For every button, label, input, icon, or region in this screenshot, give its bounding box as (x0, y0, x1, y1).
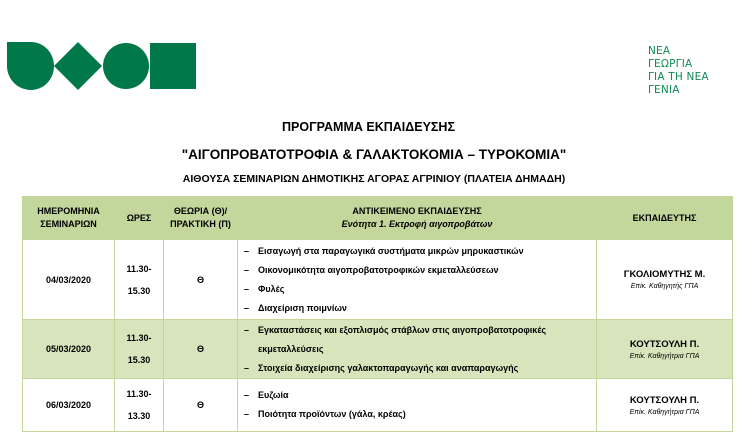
topic-text: Διαχείριση ποιμνίων (258, 302, 347, 313)
header-date-line1: ΗΜΕΡΟΜΗΝΙΑ (37, 206, 100, 216)
topic-item (244, 242, 596, 261)
topics-cell (238, 320, 597, 379)
instructor-cell (597, 320, 733, 379)
instructor-cell (597, 240, 733, 320)
topic-text: Φυλές (258, 283, 285, 294)
date-cell: 05/03/2020 (23, 320, 115, 379)
diamond-shape (54, 42, 102, 90)
dash-bullet-icon: – (244, 264, 250, 275)
schedule-table (22, 196, 733, 432)
type-cell: Θ (164, 379, 238, 432)
instructor-title: Επίκ. Καθηγήτρια ΓΠΑ (629, 408, 700, 416)
instructor-name: ΚΟΥΤΣΟΥΛΗ Π. (629, 338, 700, 350)
header-hours: ΩΡΕΣ (115, 197, 164, 240)
type-cell: Θ (164, 320, 238, 379)
half-circle-shape (7, 42, 54, 90)
topic-text: Ευζωία (258, 390, 289, 400)
topic-text: Στοιχεία διαχείρισης γαλακτοπαραγωγής και αναπαραγωγής (258, 362, 519, 373)
instructor-cell (597, 379, 733, 432)
brand-line: ΓΕΝΙΑ (648, 84, 680, 96)
header-type-line1: ΘΕΩΡΙΑ (Θ)/ (173, 206, 228, 216)
brand-line: ΓΙΑ ΤΗ ΝΕΑ (648, 71, 709, 83)
header-type (164, 197, 238, 240)
date-cell: 04/03/2020 (23, 240, 115, 320)
document-title: ΠΡΟΓΡΑΜΜΑ ΕΚΠΑΙΔΕΥΣΗΣ (282, 120, 455, 134)
dash-bullet-icon: – (244, 302, 250, 313)
table-header-row (23, 197, 733, 240)
header-date-line2: ΣΕΜΙΝΑΡΙΩΝ (40, 219, 97, 229)
dash-bullet-icon: – (244, 283, 250, 294)
dash-bullet-icon: – (244, 409, 250, 419)
topic-item (244, 359, 596, 378)
header-subject-unit: Ενότητα 1. Εκτροφή αιγοπροβάτων (341, 219, 493, 229)
time-end: 15.30 (127, 285, 151, 296)
date-cell: 06/03/2020 (23, 379, 115, 432)
square-shape (150, 43, 196, 89)
topic-item (244, 261, 596, 280)
time-start: 11.30- (126, 263, 152, 274)
type-cell: Θ (164, 240, 238, 320)
topics-cell (238, 240, 597, 320)
time-cell (115, 379, 164, 432)
header-subject-title: ΑΝΤΙΚΕΙΜΕΝΟ ΕΚΠΑΙΔΕΥΣΗΣ (352, 206, 482, 216)
course-title: "ΑΙΓΟΠΡΟΒΑΤΟΤΡΟΦΙΑ & ΓΑΛΑΚΤΟΚΟΜΙΑ – ΤΥΡΟΚΟΜΙΑ" (181, 147, 567, 162)
topic-item (244, 280, 596, 299)
table-row (23, 379, 733, 432)
circle-shape (103, 43, 149, 89)
dash-bullet-icon: – (244, 245, 250, 256)
topic-item (244, 405, 596, 424)
instructor-name: ΓΚΟΛΙΟΜΥΤΗΣ Μ. (623, 269, 706, 280)
dash-bullet-icon: – (244, 324, 250, 335)
time-cell (115, 240, 164, 320)
header-date (23, 197, 115, 240)
header-type-line2: ΠΡΑΚΤΙΚΗ (Π) (170, 219, 231, 229)
instructor-name: ΚΟΥΤΣΟΥΛΗ Π. (629, 394, 700, 406)
header-subject (238, 197, 597, 240)
table-row (23, 240, 733, 320)
brand-line: ΝΕΑ (648, 45, 671, 57)
instructor-title: Επίκ. Καθηγήτρια ΓΠΑ (629, 352, 700, 360)
time-end: 13.30 (127, 411, 151, 421)
topic-text: Οικονομικότητα αιγοπροβατοτροφικών εκμεταλλεύσεων (258, 264, 499, 275)
topic-item (244, 321, 596, 359)
topics-cell (238, 379, 597, 432)
topic-text: Εγκαταστάσεις και εξοπλισμός στάβλων στις αιγοπροβατοτροφικές εκμεταλλεύσεις (258, 324, 547, 354)
time-cell (115, 320, 164, 379)
venue-title: ΑΙΘΟΥΣΑ ΣΕΜΙΝΑΡΙΩΝ ΔΗΜΟΤΙΚΗΣ ΑΓΟΡΑΣ ΑΓΡΙΝΙΟΥ (ΠΛΑΤΕΙΑ ΔΗΜΑΔΗ) (182, 173, 566, 185)
shapes-logo (7, 42, 197, 92)
header-instructor: ΕΚΠΑΙΔΕΥΤΗΣ (597, 197, 733, 240)
topic-text: Ποιότητα προϊόντων (γάλα, κρέας) (258, 409, 406, 419)
instructor-title: Επίκ. Καθηγητής ΓΠΑ (630, 283, 699, 290)
topic-text: Εισαγωγή στα παραγωγικά συστήματα μικρών μηρυκαστικών (258, 245, 524, 256)
dash-bullet-icon: – (244, 390, 250, 400)
topic-list (244, 242, 596, 318)
time-end: 15.30 (127, 355, 151, 365)
time-start: 11.30- (126, 389, 152, 399)
brand-text (648, 45, 709, 97)
topic-item (244, 386, 596, 405)
topic-list (244, 321, 596, 378)
time-start: 11.30- (126, 333, 152, 343)
dash-bullet-icon: – (244, 362, 250, 373)
brand-line: ΓΕΩΡΓΙΑ (648, 58, 693, 70)
topic-list (244, 386, 596, 424)
table-row (23, 320, 733, 379)
topic-item (244, 299, 596, 318)
